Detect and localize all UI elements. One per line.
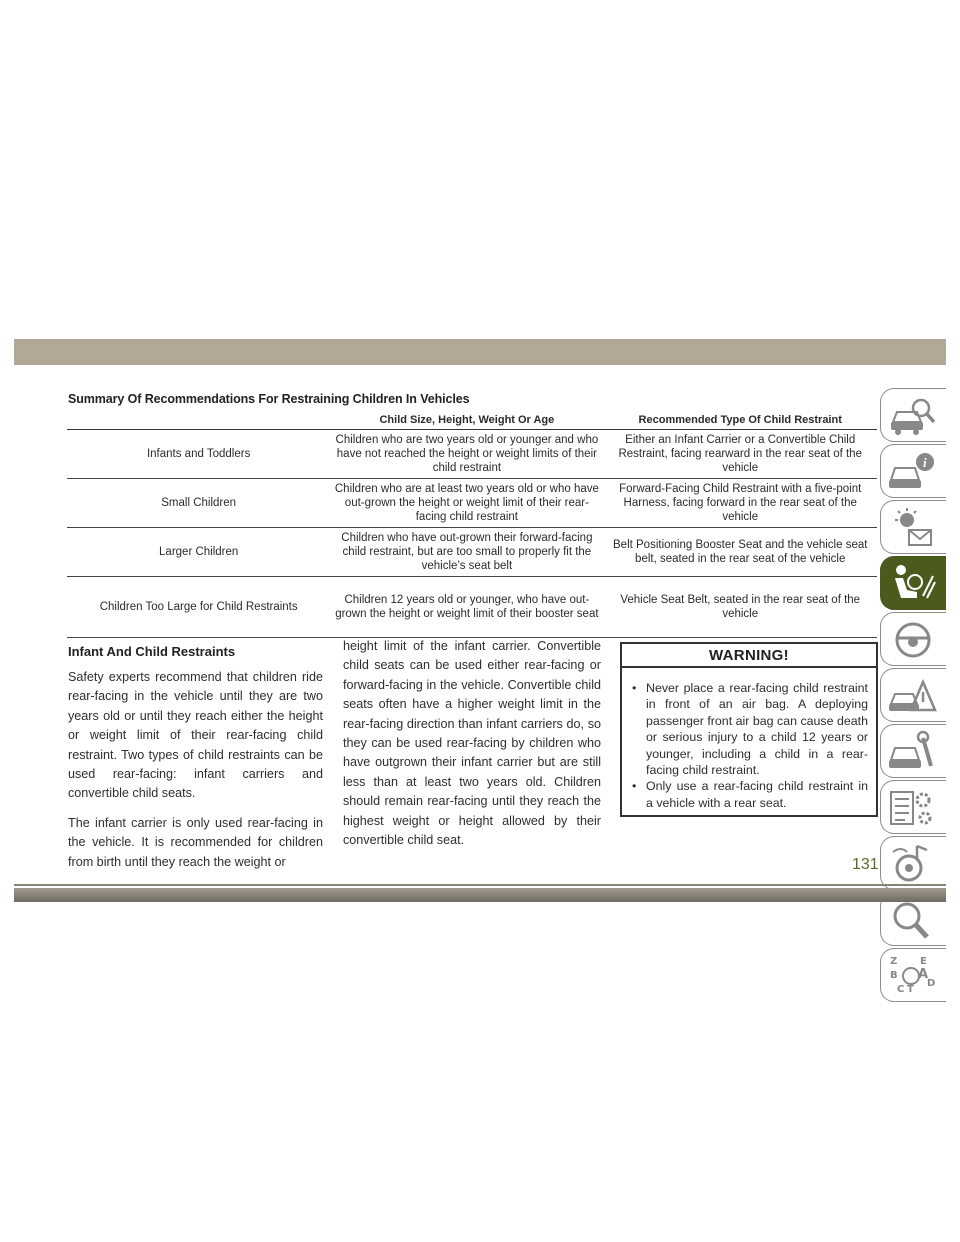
index-letter: B	[890, 970, 898, 981]
recommendations-table	[67, 411, 877, 638]
tab-seat-airbag[interactable]	[880, 556, 946, 610]
table-cell-restraint: Either an Infant Carrier or a Convertible Child Restraint, facing rearward in the rear seat of the vehicle	[603, 430, 877, 479]
tab-warning-light-mail[interactable]	[880, 500, 946, 554]
tab-car-magnifier[interactable]	[880, 388, 946, 442]
index-letter: A	[918, 967, 929, 982]
tab-car-wrench[interactable]	[880, 724, 946, 778]
table-row	[67, 430, 877, 479]
car-wrench-icon	[887, 730, 937, 774]
table-cell-category: Infants and Toddlers	[67, 430, 330, 479]
index-letters-icon	[887, 954, 937, 998]
column-header-restraint: Recommended Type Of Child Restraint	[603, 411, 877, 430]
svg-text:i: i	[923, 455, 927, 470]
index-letter: D	[927, 978, 936, 989]
tab-car-hazard[interactable]	[880, 668, 946, 722]
table-cell-size: Children who are two years old or younger and who have not reached the height or weight limits of their child restraint	[330, 430, 603, 479]
table-cell-restraint: Belt Positioning Booster Seat and the vehicle seat belt, seated in the rear seat of the vehicle	[603, 528, 877, 577]
header-band	[14, 339, 946, 365]
tab-index[interactable]	[880, 948, 946, 1002]
paragraph: The infant carrier is only used rear-facing in the vehicle. It is recommended for children from birth until they reach the weight or	[68, 815, 323, 869]
table-row	[67, 479, 877, 528]
index-letter: C	[897, 984, 905, 995]
tab-music-nav[interactable]	[880, 836, 946, 890]
footer-band	[14, 888, 946, 902]
search-icon	[887, 898, 937, 942]
warning-list	[632, 680, 868, 811]
chapter-tabs	[880, 388, 946, 1004]
car-magnifier-icon	[887, 394, 937, 438]
paragraph: Safety experts recommend that children ride rear-facing in the vehicle until they are two years old or until they reach either the height or weight limit of their rear-facing child restraint. Two types of child restraints can be used rear-facing: infant carriers and convertible child seats.	[68, 670, 323, 801]
body-column-left	[68, 668, 323, 882]
page-number: 131	[852, 856, 879, 873]
index-letter: Z	[890, 956, 898, 967]
car-hazard-icon	[887, 674, 937, 718]
checklist-gears-icon	[887, 786, 937, 830]
table-title: Summary Of Recommendations For Restraining Children In Vehicles	[68, 392, 470, 406]
table-cell-size: Children who are at least two years old or who have out-grown the height or weight limit of their rear-facing child restraint	[330, 479, 603, 528]
footer-divider	[14, 884, 946, 886]
table-cell-restraint: Vehicle Seat Belt, seated in the rear seat of the vehicle	[603, 577, 877, 638]
table-cell-size: Children who have out-grown their forward-facing child restraint, but are too small to properly fit the vehicle’s seat belt	[330, 528, 603, 577]
table-cell-size: Children 12 years old or younger, who have out-grown the height or weight limit of their booster seat	[330, 577, 603, 638]
table-cell-category: Larger Children	[67, 528, 330, 577]
table-cell-category: Small Children	[67, 479, 330, 528]
warning-light-mail-icon	[887, 506, 937, 550]
column-header-category	[67, 411, 330, 430]
table-row	[67, 577, 877, 638]
warning-item: • Only use a rear-facing child restraint in a vehicle with a rear seat.	[632, 778, 868, 811]
index-letter: T	[907, 984, 914, 995]
tab-steering-wheel[interactable]	[880, 612, 946, 666]
tab-checklist-gears[interactable]	[880, 780, 946, 834]
warning-box	[620, 642, 878, 817]
section-heading: Infant And Child Restraints	[68, 644, 236, 659]
warning-item: • Never place a rear-facing child restraint in front of an air bag. A deploying passenger front air bag can cause death or serious injury to a child 12 years or younger, including a child in a rear-facing child restraint.	[632, 680, 868, 778]
table-cell-category: Children Too Large for Child Restraints	[67, 577, 330, 638]
warning-title: WARNING!	[622, 644, 876, 668]
table-row	[67, 528, 877, 577]
index-letter: E	[920, 956, 927, 967]
music-nav-icon	[887, 842, 937, 886]
table-header-row	[67, 411, 877, 430]
paragraph: height limit of the infant carrier. Convertible child seats can be used either rear-facing or forward-facing in the vehicle. Convertible child seats often have a higher weight limit in the rear-facing direction than infant carriers do, so they can be used rear-facing by children who have outgrown their infant carrier but are still less than at least two years old. Children should remain rear-facing until they reach the highest weight or height allowed by their convertible child seat.	[343, 639, 601, 848]
steering-wheel-icon	[887, 618, 937, 662]
table-cell-restraint: Forward-Facing Child Restraint with a five-point Harness, facing forward in the rear seat of the vehicle	[603, 479, 877, 528]
seat-airbag-icon	[887, 562, 937, 606]
body-column-middle	[343, 637, 601, 850]
car-info-icon	[887, 450, 937, 494]
column-header-size: Child Size, Height, Weight Or Age	[330, 411, 603, 430]
tab-car-info[interactable]	[880, 444, 946, 498]
